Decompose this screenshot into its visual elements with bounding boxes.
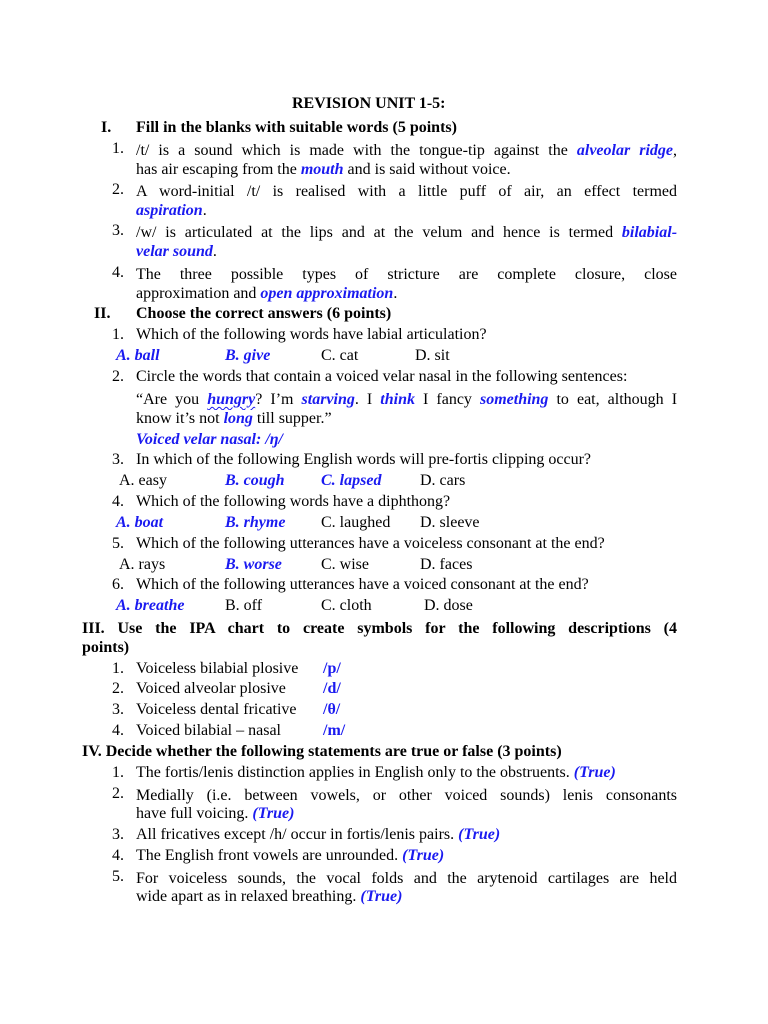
section-3-heading-line1: III. Use the IPA chart to create symbols for the following descriptions (4 bbox=[82, 620, 677, 637]
s2-q2-answer: Voiced velar nasal: /ŋ/ bbox=[136, 431, 283, 448]
s1-q3-text-b: . bbox=[212, 243, 217, 260]
s2-q1-number: 1. bbox=[112, 326, 124, 343]
s2-q2-text-1d: I fancy bbox=[423, 391, 472, 408]
s2-q2-text-2b: till supper.” bbox=[256, 410, 332, 427]
s4-q3-number: 3. bbox=[112, 826, 124, 843]
s4-q3-answer: (True) bbox=[458, 826, 501, 843]
s4-q1-line bbox=[136, 764, 616, 782]
s4-q5-line1: For voiceless sounds, the vocal folds and the arytenoid cartilages are held bbox=[136, 870, 677, 887]
s2-q5-number: 5. bbox=[112, 535, 124, 552]
s1-q3-number: 3. bbox=[112, 222, 124, 239]
section-3-heading-line2: points) bbox=[82, 639, 130, 656]
s2-q6-question: Which of the following utterances have a voiced consonant at the end? bbox=[136, 576, 589, 593]
s2-q2-sentence-line1 bbox=[136, 389, 677, 410]
s2-q2-word-something: something bbox=[479, 391, 549, 408]
s1-q1-answer-1: alveolar ridge bbox=[576, 142, 674, 159]
s1-q4-number: 4. bbox=[112, 264, 124, 281]
s4-q5-line2 bbox=[136, 888, 402, 906]
s2-q2-question: Circle the words that contain a voiced velar nasal in the following sentences: bbox=[136, 368, 628, 385]
s3-item-2-answer: /d/ bbox=[323, 680, 341, 697]
s4-q4-number: 4. bbox=[112, 847, 124, 864]
s2-q4-option-d: D. sleeve bbox=[420, 514, 480, 531]
s2-q3-number: 3. bbox=[112, 451, 124, 468]
s2-q2-sentence-line2 bbox=[136, 410, 332, 428]
s3-item-3-text: Voiceless dental fricative bbox=[136, 701, 297, 718]
s2-q2-text-1a: “Are you bbox=[136, 391, 200, 408]
s2-q2-word-long: long bbox=[223, 410, 253, 427]
s1-q3-line1 bbox=[136, 222, 677, 243]
s2-q2-text-1e: to eat, although I bbox=[556, 391, 677, 408]
s1-q4-text-c: approximation and bbox=[136, 285, 257, 302]
s3-item-2-number: 2. bbox=[112, 680, 124, 697]
s1-q2-text-b: . bbox=[202, 202, 207, 219]
s3-item-4-number: 4. bbox=[112, 722, 124, 739]
s2-q3-option-a: A. easy bbox=[119, 472, 167, 489]
s4-q1-text: The fortis/lenis distinction applies in English only to the obstruents. bbox=[136, 764, 570, 781]
s4-q4-text: The English front vowels are unrounded. bbox=[136, 847, 399, 864]
s1-q3-answer-2: velar sound bbox=[136, 243, 213, 260]
section-1-heading: Fill in the blanks with suitable words (5 points) bbox=[136, 119, 457, 136]
s1-q1-answer-2: mouth bbox=[300, 161, 344, 178]
s2-q5-question: Which of the following utterances have a voiceless consonant at the end? bbox=[136, 535, 605, 552]
s1-q4-answer: open approximation bbox=[260, 285, 394, 302]
s2-q1-option-c: C. cat bbox=[321, 347, 359, 364]
s4-q3-text: All fricatives except /h/ occur in fortis/lenis pairs. bbox=[136, 826, 455, 843]
s1-q1-text-b: , bbox=[673, 142, 677, 159]
s1-q2-number: 2. bbox=[112, 181, 124, 198]
s3-item-1-answer: /p/ bbox=[323, 660, 341, 677]
s2-q3-option-c: C. lapsed bbox=[321, 472, 382, 489]
s1-q2-answer: aspiration bbox=[136, 202, 203, 219]
page-title: REVISION UNIT 1-5: bbox=[292, 95, 446, 112]
s2-q6-option-d: D. dose bbox=[424, 597, 473, 614]
s3-item-2-text: Voiced alveolar plosive bbox=[136, 680, 286, 697]
s1-q2-line1: A word-initial /t/ is realised with a little puff of air, an effect termed bbox=[136, 183, 677, 200]
s2-q1-option-d: D. sit bbox=[415, 347, 450, 364]
s4-q2-number: 2. bbox=[112, 785, 124, 802]
s2-q2-word-starving: starving bbox=[301, 391, 355, 408]
s2-q6-option-b: B. off bbox=[225, 597, 263, 614]
s2-q2-number: 2. bbox=[112, 368, 124, 385]
s3-item-4-text: Voiced bilabial – nasal bbox=[136, 722, 281, 739]
s1-q3-text-a: /w/ is articulated at the lips and at the velum and hence is termed bbox=[136, 224, 614, 241]
s4-q2-text-2: have full voicing. bbox=[136, 805, 249, 822]
s2-q1-option-a: A. ball bbox=[116, 347, 160, 364]
s1-q4-text-b: . bbox=[393, 285, 398, 302]
s2-q5-option-c: C. wise bbox=[321, 556, 369, 573]
s1-q4-line2 bbox=[136, 285, 397, 303]
s4-q2-line2 bbox=[136, 805, 294, 823]
section-2-heading: Choose the correct answers (6 points) bbox=[136, 305, 392, 322]
s2-q6-option-a: A. breathe bbox=[116, 597, 185, 614]
section-4-heading: IV. Decide whether the following statements are true or false (3 points) bbox=[82, 743, 562, 760]
s2-q4-option-b: B. rhyme bbox=[225, 514, 286, 531]
s2-q2-text-2a: know it’s not bbox=[136, 410, 220, 427]
section-2-number: II. bbox=[94, 305, 111, 322]
s2-q3-question: In which of the following English words will pre-fortis clipping occur? bbox=[136, 451, 592, 468]
s1-q1-text-c: has air escaping from the bbox=[136, 161, 297, 178]
s3-item-1-number: 1. bbox=[112, 660, 124, 677]
s2-q4-option-c: C. laughed bbox=[321, 514, 391, 531]
s2-q6-number: 6. bbox=[112, 576, 124, 593]
s4-q5-text-2: wide apart as in relaxed breathing. bbox=[136, 888, 357, 905]
s2-q5-option-b: B. worse bbox=[225, 556, 282, 573]
s1-q1-line2 bbox=[136, 161, 511, 179]
s4-q4-answer: (True) bbox=[402, 847, 445, 864]
s4-q5-answer: (True) bbox=[360, 888, 403, 905]
s4-q2-line1: Medially (i.e. between vowels, or other voiced sounds) lenis consonants bbox=[136, 787, 677, 804]
s3-item-4-answer: /m/ bbox=[323, 722, 346, 739]
s1-q3-line2 bbox=[136, 243, 217, 261]
s4-q1-answer: (True) bbox=[573, 764, 616, 781]
s3-item-3-number: 3. bbox=[112, 701, 124, 718]
s2-q2-word-think: think bbox=[380, 391, 415, 408]
s1-q1-number: 1. bbox=[112, 140, 124, 157]
s2-q5-option-a: A. rays bbox=[119, 556, 166, 573]
s1-q4-line1: The three possible types of stricture are complete closure, close bbox=[136, 266, 677, 283]
s2-q2-circled-word-hungry: hungry bbox=[207, 391, 256, 408]
s3-item-3-answer: /θ/ bbox=[323, 701, 341, 718]
s4-q1-number: 1. bbox=[112, 764, 124, 781]
s2-q3-option-d: D. cars bbox=[420, 472, 466, 489]
s4-q3-line bbox=[136, 826, 500, 844]
section-1-number: I. bbox=[101, 119, 112, 136]
s2-q6-option-c: C. cloth bbox=[321, 597, 372, 614]
s4-q5-number: 5. bbox=[112, 868, 124, 885]
s1-q3-answer-1: bilabial- bbox=[621, 224, 677, 241]
s2-q4-option-a: A. boat bbox=[116, 514, 164, 531]
s1-q2-line2 bbox=[136, 202, 207, 220]
s3-item-1-text: Voiceless bilabial plosive bbox=[136, 660, 299, 677]
s1-q1-text-a: /t/ is a sound which is made with the tongue-tip against the bbox=[136, 142, 568, 159]
s2-q2-text-1b: ? I’m bbox=[255, 391, 294, 408]
s4-q2-answer: (True) bbox=[252, 805, 295, 822]
s2-q2-text-1c: . I bbox=[354, 391, 373, 408]
s2-q1-question: Which of the following words have labial articulation? bbox=[136, 326, 487, 343]
s2-q4-number: 4. bbox=[112, 493, 124, 510]
s1-q1-text-d: and is said without voice. bbox=[347, 161, 511, 178]
s4-q4-line bbox=[136, 847, 444, 865]
s2-q5-option-d: D. faces bbox=[420, 556, 473, 573]
s2-q1-option-b: B. give bbox=[225, 347, 271, 364]
s2-q4-question: Which of the following words have a diphthong? bbox=[136, 493, 451, 510]
s2-q3-option-b: B. cough bbox=[225, 472, 285, 489]
s1-q1-line1 bbox=[136, 140, 677, 161]
